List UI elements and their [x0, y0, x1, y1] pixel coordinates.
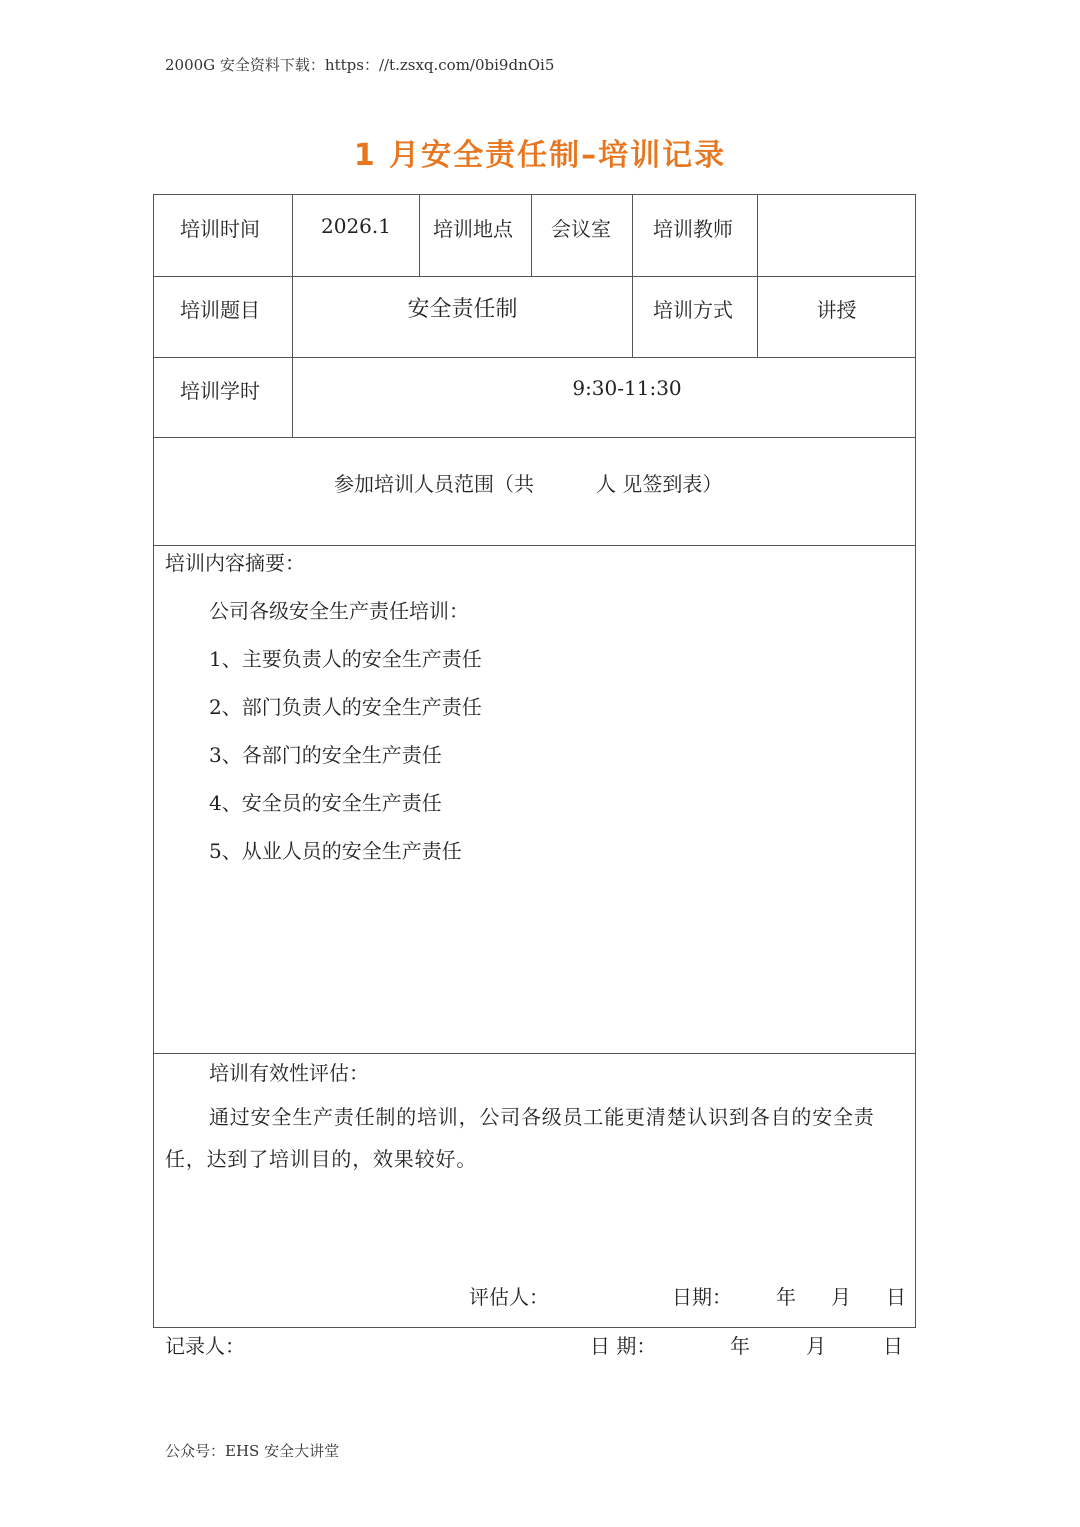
- recorder-label: 记录人：: [165, 1334, 245, 1358]
- topic-value: 安全责任制: [407, 297, 518, 322]
- topic-label: 培训题目: [180, 298, 260, 322]
- row-divider: [154, 357, 915, 358]
- hours-value: 9:30-11:30: [572, 376, 682, 400]
- training-record-form: [153, 194, 916, 1328]
- record-day: 日: [883, 1334, 903, 1358]
- download-note: 2000G 安全资料下载：https：//t.zsxq.com/0bi9dnOi5: [165, 56, 555, 74]
- method-value: 讲授: [816, 298, 857, 322]
- col-divider: [419, 195, 420, 276]
- teacher-label: 培训教师: [653, 217, 733, 241]
- row-divider: [154, 1053, 915, 1054]
- evaluation-label: 培训有效性评估：: [209, 1061, 369, 1085]
- location-value: 会议室: [551, 217, 611, 241]
- summary-intro: 公司各级安全生产责任培训：: [209, 599, 469, 623]
- evaluation-day: 日: [886, 1285, 906, 1309]
- record-date-label: 日 期：: [590, 1334, 657, 1358]
- summary-item: 2、部门负责人的安全生产责任: [209, 695, 482, 719]
- evaluation-month: 月: [831, 1285, 851, 1309]
- col-divider: [632, 195, 633, 357]
- row-divider: [154, 545, 915, 546]
- evaluator-label: 评估人：: [469, 1285, 549, 1309]
- hours-label: 培训学时: [180, 379, 260, 403]
- summary-label: 培训内容摘要：: [165, 551, 305, 575]
- evaluation-text: 通过安全生产责任制的培训，公司各级员工能更清楚认识到各自的安全责任，达到了培训目的，效果较好。: [165, 1105, 875, 1171]
- training-time-value: 2026.1: [321, 214, 391, 238]
- participants-prefix: 参加培训人员范围（共: [334, 472, 534, 496]
- record-year: 年: [730, 1334, 750, 1358]
- summary-item: 4、安全员的安全生产责任: [209, 791, 442, 815]
- col-divider: [531, 195, 532, 276]
- participants-suffix: 人 见签到表）: [596, 472, 723, 496]
- method-label: 培训方式: [653, 298, 733, 322]
- row-divider: [154, 437, 915, 438]
- col-divider: [757, 195, 758, 357]
- training-time-label: 培训时间: [180, 217, 260, 241]
- evaluation-year: 年: [776, 1285, 796, 1309]
- wechat-account-note: 公众号：EHS 安全大讲堂: [165, 1442, 340, 1460]
- summary-item: 3、各部门的安全生产责任: [209, 743, 442, 767]
- evaluation-date-label: 日期：: [672, 1285, 732, 1309]
- summary-item: 5、从业人员的安全生产责任: [209, 839, 462, 863]
- page-title: 1 月安全责任制–培训记录: [353, 138, 727, 173]
- summary-item: 1、主要负责人的安全生产责任: [209, 647, 482, 671]
- location-label: 培训地点: [433, 217, 513, 241]
- record-month: 月: [806, 1334, 826, 1358]
- row-divider: [154, 276, 915, 277]
